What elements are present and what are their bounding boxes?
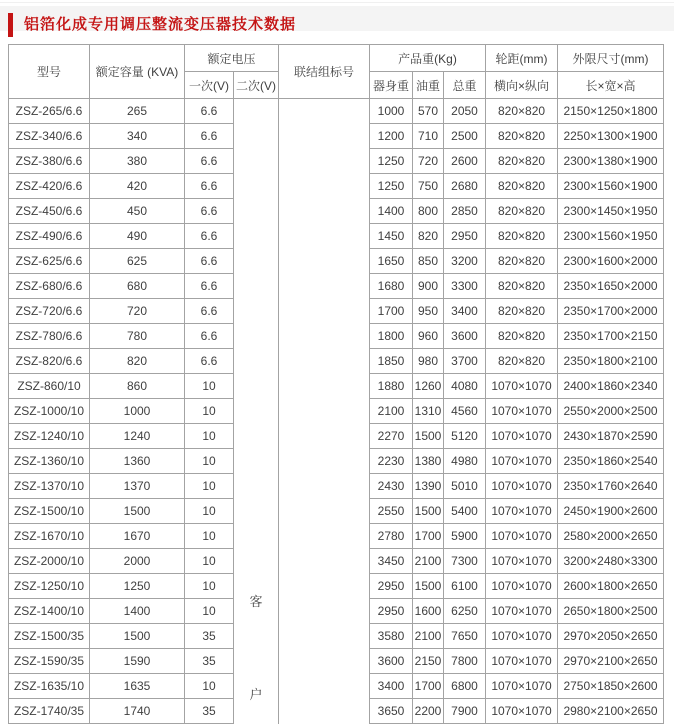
body-weight-cell: 2780 [370,524,413,549]
model-cell: ZSZ-860/10 [9,374,90,399]
wheelbase-cell: 1070×1070 [486,399,558,424]
total-weight-cell: 3700 [444,349,486,374]
capacity-cell: 1370 [90,474,185,499]
capacity-cell: 265 [90,99,185,124]
primary-voltage-cell: 6.6 [185,349,234,374]
primary-voltage-cell: 6.6 [185,199,234,224]
capacity-cell: 2000 [90,549,185,574]
body-weight-cell: 1880 [370,374,413,399]
body-weight-cell: 1450 [370,224,413,249]
model-cell: ZSZ-1670/10 [9,524,90,549]
oil-weight-cell: 570 [413,99,444,124]
dimensions-cell: 2580×2000×2650 [558,524,664,549]
body-weight-cell: 1700 [370,299,413,324]
capacity-cell: 1500 [90,624,185,649]
body-weight-cell: 1800 [370,324,413,349]
wheelbase-cell: 1070×1070 [486,474,558,499]
wheelbase-cell: 820×820 [486,149,558,174]
primary-voltage-cell: 35 [185,624,234,649]
dimensions-cell: 2650×1800×2500 [558,599,664,624]
total-weight-cell: 7300 [444,549,486,574]
model-cell: ZSZ-820/6.6 [9,349,90,374]
col-header-connection-group: 联结组标号 [279,45,370,99]
wheelbase-cell: 820×820 [486,299,558,324]
primary-voltage-cell: 10 [185,424,234,449]
total-weight-cell: 5400 [444,499,486,524]
oil-weight-cell: 1700 [413,674,444,699]
capacity-cell: 1670 [90,524,185,549]
oil-weight-cell: 1310 [413,399,444,424]
dimensions-cell: 2350×1650×2000 [558,274,664,299]
primary-voltage-cell: 10 [185,524,234,549]
dimensions-cell: 2970×2050×2650 [558,624,664,649]
capacity-cell: 625 [90,249,185,274]
primary-voltage-cell: 35 [185,649,234,674]
wheelbase-cell: 820×820 [486,224,558,249]
table-header [9,45,664,99]
dimensions-cell: 2600×1800×2650 [558,574,664,599]
total-weight-cell: 3600 [444,324,486,349]
dimensions-cell: 2300×1380×1900 [558,149,664,174]
secondary-voltage-note-char: 户 [249,687,263,702]
oil-weight-cell: 1380 [413,449,444,474]
capacity-cell: 1250 [90,574,185,599]
body-weight-cell: 3650 [370,699,413,724]
body-weight-cell: 1250 [370,149,413,174]
total-weight-cell: 2500 [444,124,486,149]
oil-weight-cell: 820 [413,224,444,249]
oil-weight-cell: 2100 [413,624,444,649]
oil-weight-cell: 1260 [413,374,444,399]
capacity-cell: 860 [90,374,185,399]
wheelbase-cell: 1070×1070 [486,424,558,449]
model-cell: ZSZ-1000/10 [9,399,90,424]
model-cell: ZSZ-625/6.6 [9,249,90,274]
total-weight-cell: 3200 [444,249,486,274]
wheelbase-cell: 1070×1070 [486,599,558,624]
dimensions-cell: 2300×1450×1950 [558,199,664,224]
dimensions-cell: 2450×1900×2600 [558,499,664,524]
oil-weight-cell: 750 [413,174,444,199]
primary-voltage-cell: 6.6 [185,324,234,349]
table-body [9,99,664,724]
col-header-oil-weight: 油重 [413,72,444,99]
primary-voltage-cell: 6.6 [185,274,234,299]
oil-weight-cell: 2200 [413,699,444,724]
capacity-cell: 780 [90,324,185,349]
dimensions-cell: 2350×1700×2150 [558,324,664,349]
primary-voltage-cell: 35 [185,699,234,724]
body-weight-cell: 1250 [370,174,413,199]
dimensions-cell: 2350×1860×2540 [558,449,664,474]
body-weight-cell: 2230 [370,449,413,474]
body-weight-cell: 2950 [370,574,413,599]
dimensions-cell: 3200×2480×3300 [558,549,664,574]
oil-weight-cell: 1500 [413,499,444,524]
oil-weight-cell: 1500 [413,574,444,599]
capacity-cell: 1360 [90,449,185,474]
dimensions-cell: 2750×1850×2600 [558,674,664,699]
col-header-primary-voltage: 一次(V) [185,72,234,99]
body-weight-cell: 2270 [370,424,413,449]
body-weight-cell: 3580 [370,624,413,649]
wheelbase-cell: 820×820 [486,274,558,299]
total-weight-cell: 7900 [444,699,486,724]
model-cell: ZSZ-1500/35 [9,624,90,649]
body-weight-cell: 1650 [370,249,413,274]
model-cell: ZSZ-420/6.6 [9,174,90,199]
model-cell: ZSZ-380/6.6 [9,149,90,174]
model-cell: ZSZ-1635/10 [9,674,90,699]
oil-weight-cell: 2150 [413,649,444,674]
dimensions-cell: 2300×1600×2000 [558,249,664,274]
primary-voltage-cell: 6.6 [185,299,234,324]
wheelbase-cell: 820×820 [486,324,558,349]
capacity-cell: 1635 [90,674,185,699]
wheelbase-cell: 820×820 [486,249,558,274]
primary-voltage-cell: 6.6 [185,124,234,149]
body-weight-cell: 3450 [370,549,413,574]
oil-weight-cell: 850 [413,249,444,274]
model-cell: ZSZ-1370/10 [9,474,90,499]
primary-voltage-cell: 10 [185,574,234,599]
total-weight-cell: 6800 [444,674,486,699]
primary-voltage-cell: 6.6 [185,224,234,249]
total-weight-cell: 5900 [444,524,486,549]
secondary-voltage-note-char: 客 [249,594,263,609]
col-header-dimensions-sub: 长×宽×高 [558,72,664,99]
total-weight-cell: 2680 [444,174,486,199]
transformer-spec-table [8,44,664,724]
dimensions-cell: 2970×2100×2650 [558,649,664,674]
model-cell: ZSZ-1240/10 [9,424,90,449]
body-weight-cell: 2100 [370,399,413,424]
total-weight-cell: 2850 [444,199,486,224]
wheelbase-cell: 1070×1070 [486,499,558,524]
oil-weight-cell: 1600 [413,599,444,624]
wheelbase-cell: 1070×1070 [486,624,558,649]
model-cell: ZSZ-1740/35 [9,699,90,724]
col-header-model: 型号 [9,45,90,99]
oil-weight-cell: 980 [413,349,444,374]
capacity-cell: 380 [90,149,185,174]
capacity-cell: 340 [90,124,185,149]
body-weight-cell: 1850 [370,349,413,374]
body-weight-cell: 1000 [370,99,413,124]
body-weight-cell: 2430 [370,474,413,499]
col-header-total-weight: 总重 [444,72,486,99]
total-weight-cell: 7800 [444,649,486,674]
oil-weight-cell: 1390 [413,474,444,499]
model-cell: ZSZ-1400/10 [9,599,90,624]
body-weight-cell: 2550 [370,499,413,524]
capacity-cell: 720 [90,299,185,324]
total-weight-cell: 3400 [444,299,486,324]
dimensions-cell: 2980×2100×2650 [558,699,664,724]
primary-voltage-cell: 6.6 [185,174,234,199]
primary-voltage-cell: 10 [185,399,234,424]
total-weight-cell: 4980 [444,449,486,474]
page-title-bar [0,6,674,31]
dimensions-cell: 2150×1250×1800 [558,99,664,124]
model-cell: ZSZ-1590/35 [9,649,90,674]
total-weight-cell: 7650 [444,624,486,649]
body-weight-cell: 3400 [370,674,413,699]
table-row [9,99,664,124]
total-weight-cell: 2050 [444,99,486,124]
primary-voltage-cell: 10 [185,674,234,699]
wheelbase-cell: 1070×1070 [486,674,558,699]
page-title: 铝箔化成专用调压整流变压器技术数据 [24,16,297,33]
body-weight-cell: 2950 [370,599,413,624]
col-header-rated-voltage: 额定电压 [185,45,279,72]
capacity-cell: 820 [90,349,185,374]
primary-voltage-cell: 6.6 [185,149,234,174]
dimensions-cell: 2350×1800×2100 [558,349,664,374]
body-weight-cell: 1200 [370,124,413,149]
wheelbase-cell: 1070×1070 [486,374,558,399]
capacity-cell: 1240 [90,424,185,449]
capacity-cell: 680 [90,274,185,299]
secondary-voltage-merged-cell [234,99,279,724]
col-header-body-weight: 器身重 [370,72,413,99]
model-cell: ZSZ-490/6.6 [9,224,90,249]
oil-weight-cell: 1500 [413,424,444,449]
primary-voltage-cell: 10 [185,549,234,574]
total-weight-cell: 2950 [444,224,486,249]
model-cell: ZSZ-265/6.6 [9,99,90,124]
oil-weight-cell: 720 [413,149,444,174]
capacity-cell: 1000 [90,399,185,424]
wheelbase-cell: 1070×1070 [486,649,558,674]
dimensions-cell: 2430×1870×2590 [558,424,664,449]
wheelbase-cell: 820×820 [486,124,558,149]
col-header-capacity: 额定容量 (KVA) [90,45,185,99]
oil-weight-cell: 960 [413,324,444,349]
model-cell: ZSZ-2000/10 [9,549,90,574]
primary-voltage-cell: 10 [185,374,234,399]
model-cell: ZSZ-1250/10 [9,574,90,599]
capacity-cell: 450 [90,199,185,224]
primary-voltage-cell: 10 [185,474,234,499]
col-header-product-weight: 产品重(Kg) [370,45,486,72]
model-cell: ZSZ-680/6.6 [9,274,90,299]
body-weight-cell: 1400 [370,199,413,224]
wheelbase-cell: 820×820 [486,349,558,374]
oil-weight-cell: 1700 [413,524,444,549]
total-weight-cell: 2600 [444,149,486,174]
model-cell: ZSZ-340/6.6 [9,124,90,149]
model-cell: ZSZ-450/6.6 [9,199,90,224]
dimensions-cell: 2550×2000×2500 [558,399,664,424]
total-weight-cell: 5010 [444,474,486,499]
capacity-cell: 490 [90,224,185,249]
header-row-1 [9,45,664,72]
wheelbase-cell: 1070×1070 [486,524,558,549]
capacity-cell: 1400 [90,599,185,624]
dimensions-cell: 2400×1860×2340 [558,374,664,399]
dimensions-cell: 2350×1760×2640 [558,474,664,499]
dimensions-cell: 2300×1560×1950 [558,224,664,249]
capacity-cell: 1740 [90,699,185,724]
oil-weight-cell: 2100 [413,549,444,574]
capacity-cell: 1500 [90,499,185,524]
wheelbase-cell: 820×820 [486,99,558,124]
top-divider [0,2,674,3]
wheelbase-cell: 820×820 [486,199,558,224]
total-weight-cell: 4080 [444,374,486,399]
oil-weight-cell: 800 [413,199,444,224]
wheelbase-cell: 1070×1070 [486,449,558,474]
primary-voltage-cell: 6.6 [185,249,234,274]
body-weight-cell: 1680 [370,274,413,299]
dimensions-cell: 2250×1300×1900 [558,124,664,149]
col-header-secondary-voltage: 二次(V) [234,72,279,99]
wheelbase-cell: 1070×1070 [486,574,558,599]
total-weight-cell: 5120 [444,424,486,449]
oil-weight-cell: 950 [413,299,444,324]
title-accent-bar [8,13,13,37]
primary-voltage-cell: 10 [185,449,234,474]
wheelbase-cell: 1070×1070 [486,699,558,724]
primary-voltage-cell: 6.6 [185,99,234,124]
capacity-cell: 1590 [90,649,185,674]
connection-group-merged-cell [279,99,370,724]
capacity-cell: 420 [90,174,185,199]
model-cell: ZSZ-1360/10 [9,449,90,474]
col-header-outer-dimensions: 外限尺寸(mm) [558,45,664,72]
wheelbase-cell: 820×820 [486,174,558,199]
primary-voltage-cell: 10 [185,599,234,624]
dimensions-cell: 2300×1560×1900 [558,174,664,199]
primary-voltage-cell: 10 [185,499,234,524]
wheelbase-cell: 1070×1070 [486,549,558,574]
model-cell: ZSZ-720/6.6 [9,299,90,324]
col-header-wheelbase: 轮距(mm) [486,45,558,72]
body-weight-cell: 3600 [370,649,413,674]
total-weight-cell: 4560 [444,399,486,424]
total-weight-cell: 6250 [444,599,486,624]
col-header-wheelbase-sub: 横向×纵向 [486,72,558,99]
model-cell: ZSZ-780/6.6 [9,324,90,349]
model-cell: ZSZ-1500/10 [9,499,90,524]
dimensions-cell: 2350×1700×2000 [558,299,664,324]
oil-weight-cell: 900 [413,274,444,299]
total-weight-cell: 3300 [444,274,486,299]
oil-weight-cell: 710 [413,124,444,149]
total-weight-cell: 6100 [444,574,486,599]
